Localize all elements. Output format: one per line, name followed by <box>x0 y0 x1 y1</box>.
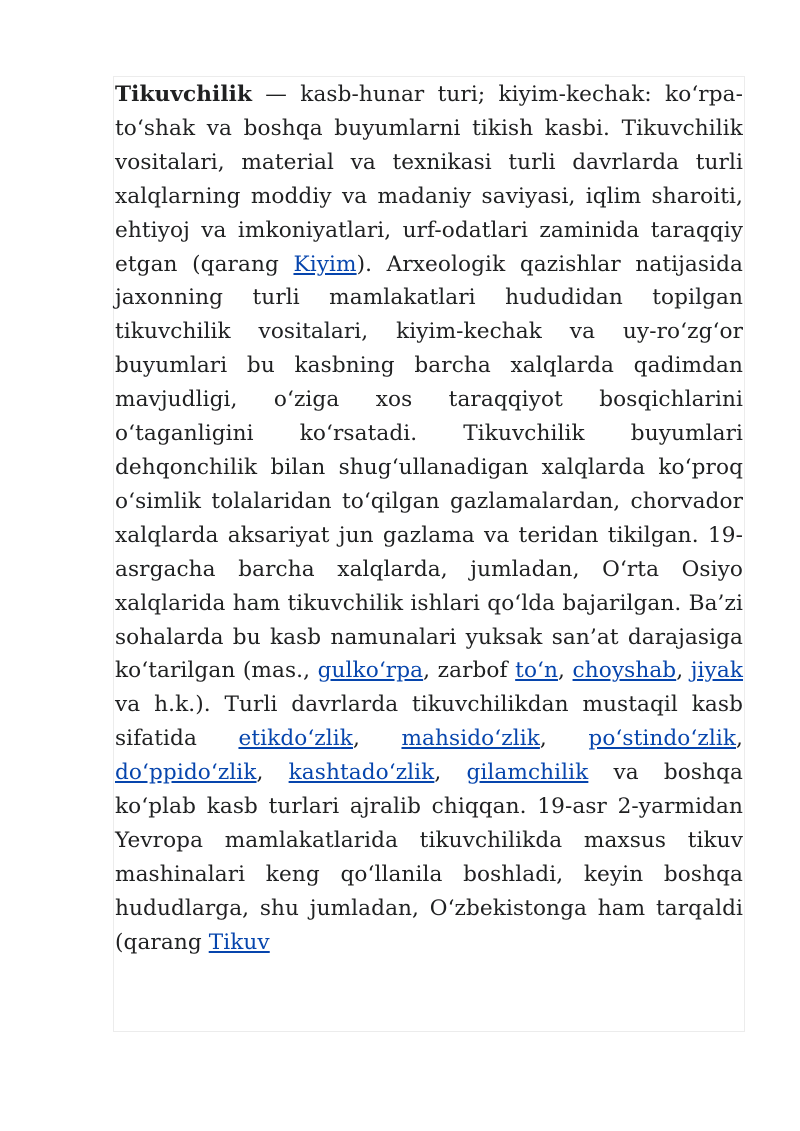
link-etikdozlik[interactable]: etikdo‘zlik <box>238 726 353 752</box>
link-mahsidozlik[interactable]: mahsido‘zlik <box>401 726 540 752</box>
link-jiyak[interactable]: jiyak <box>690 658 744 684</box>
term-dash: — <box>252 82 301 107</box>
text-segment: va boshqa ko‘plab kasb turlari ajralib chiqqan. 19-asr 2-yarmidan Yevropa mamlakatlarida tikuvchilikda maxsus tikuv mashinalari keng qo‘llanila boshladi, keyin boshqa hududlarga, shu jumladan, O‘zbekistonga ham tarqaldi (qarang <box>115 760 743 955</box>
link-tikuv[interactable]: Tikuv <box>208 929 270 955</box>
text-segment: , <box>434 760 467 786</box>
text-segment: , <box>558 658 573 684</box>
link-postindozlik[interactable]: po‘stindo‘zlik <box>588 726 737 752</box>
link-ton[interactable]: to‘n <box>515 658 559 684</box>
article-term: Tikuvchilik <box>115 82 252 107</box>
text-segment: , <box>736 726 743 752</box>
text-segment: va h.k.). Turli davrlarda tikuvchilikdan mustaqil kasb sifatida <box>115 692 743 752</box>
link-gilamchilik[interactable]: gilamchilik <box>466 760 589 786</box>
link-gulkorpa[interactable]: gulko‘rpa <box>317 658 424 684</box>
link-kashtadozlik[interactable]: kashtado‘zlik <box>288 760 435 786</box>
text-segment: , zarbof <box>423 658 516 684</box>
text-segment: kasb-hunar turi; kiyim-kechak: ko‘rpa-to‘shak va boshqa buyumlarni tikish kasbi. Tikuvchilik vositalari, material va texnikasi turli davrlarda turli xalqlarning moddiy va madaniy saviyasi, iqlim sharoiti, ehtiyoj va imkoniyatlari, urf-odatlari zaminida taraqqiy etgan (qarang <box>115 82 744 277</box>
text-segment: , <box>256 760 289 786</box>
text-segment: ). Arxeologik qazishlar natijasida jaxonning turli mamlakatlari hududidan topilgan tikuvchilik vositalari, kiyim-kechak va uy-ro‘zg‘or buyumlari bu kasbning barcha xalqlarda qadimdan mavjudligi, o‘ziga xos taraqqiyot bosqichlarini o‘taganligini ko‘rsatadi. Tikuvchilik buyumlari dehqonchilik bilan shug‘ullanadigan xalqlarda ko‘proq o‘simlik tolalaridan to‘qilgan gazlamalardan, chorvador xalqlarda aksariyat jun gazlama va teridan tikilgan. 19-asrgacha barcha xalqlarda, jumladan, O‘rta Osiyo xalqlarida ham tikuvchilik ishlari qo‘lda bajarilgan. Ba’zi sohalarda bu kasb namunalari yuksak san’at darajasiga ko‘tarilgan (mas., <box>115 251 743 684</box>
article-paragraph <box>115 78 743 960</box>
link-doppidozlik[interactable]: do‘ppido‘zlik <box>115 760 257 786</box>
link-kiyim[interactable]: Kiyim <box>293 251 357 277</box>
text-segment: , <box>676 658 691 684</box>
text-segment: , <box>352 726 402 752</box>
link-choyshab[interactable]: choyshab <box>572 658 677 684</box>
text-segment: , <box>539 726 589 752</box>
